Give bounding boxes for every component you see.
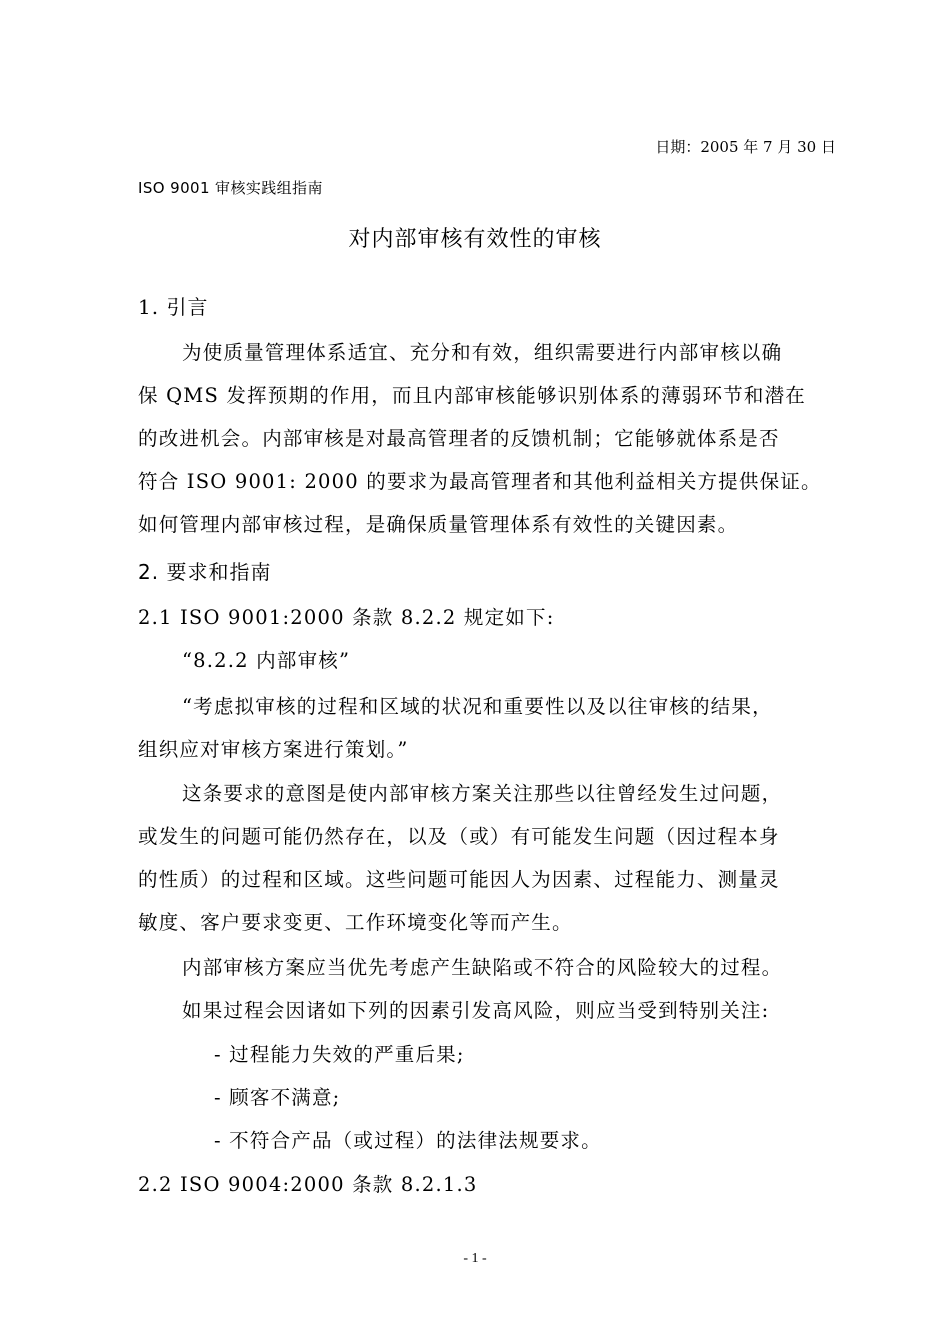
clause-quote-heading: “8.2.2 内部审核” bbox=[182, 649, 351, 672]
paragraph-line: 为使质量管理体系适宜、充分和有效，组织需要进行内部审核以确 bbox=[182, 341, 783, 364]
paragraph-line: 敏度、客户要求变更、工作环境变化等而产生。 bbox=[138, 911, 573, 934]
guide-name: ISO 9001 审核实践组指南 bbox=[138, 179, 323, 197]
paragraph-line: 或发生的问题可能仍然存在，以及（或）有可能发生问题（因过程本身 bbox=[138, 825, 780, 848]
paragraph-line: 的改进机会。内部审核是对最高管理者的反馈机制；它能够就体系是否 bbox=[138, 427, 780, 450]
section-1-heading: 1. 引言 bbox=[138, 295, 209, 319]
paragraph-line: 保 QMS 发挥预期的作用，而且内部审核能够识别体系的薄弱环节和潜在 bbox=[138, 384, 807, 407]
document-title: 对内部审核有效性的审核 bbox=[348, 227, 602, 252]
subsection-2-1-line: 2.1 ISO 9001:2000 条款 8.2.2 规定如下: bbox=[138, 606, 555, 629]
section-2-heading: 2. 要求和指南 bbox=[138, 560, 272, 584]
risk-list-item: - 顾客不满意; bbox=[214, 1086, 341, 1109]
risk-list-item: - 过程能力失效的严重后果; bbox=[214, 1043, 465, 1066]
clause-quote-line: “考虑拟审核的过程和区域的状况和重要性以及以往审核的结果， bbox=[182, 695, 773, 718]
paragraph-line: 符合 ISO 9001: 2000 的要求为最高管理者和其他利益相关方提供保证。 bbox=[138, 470, 822, 493]
clause-quote-line: 组织应对审核方案进行策划。” bbox=[138, 738, 409, 761]
subsection-2-2-line: 2.2 ISO 9004:2000 条款 8.2.1.3 bbox=[138, 1173, 478, 1196]
paragraph-line: 如何管理内部审核过程，是确保质量管理体系有效性的关键因素。 bbox=[138, 513, 739, 536]
page-number: - 1 - bbox=[463, 1251, 487, 1266]
paragraph-line: 的性质）的过程和区域。这些问题可能因人为因素、过程能力、测量灵 bbox=[138, 868, 780, 891]
priority-sentence: 内部审核方案应当优先考虑产生缺陷或不符合的风险较大的过程。 bbox=[182, 956, 783, 979]
risk-list-item: - 不符合产品（或过程）的法律法规要求。 bbox=[214, 1129, 602, 1152]
document-date: 日期：2005 年 7 月 30 日 bbox=[655, 138, 836, 156]
risk-intro-sentence: 如果过程会因诸如下列的因素引发高风险，则应当受到特别关注: bbox=[182, 999, 770, 1022]
paragraph-line: 这条要求的意图是使内部审核方案关注那些以往曾经发生过问题， bbox=[182, 782, 783, 805]
